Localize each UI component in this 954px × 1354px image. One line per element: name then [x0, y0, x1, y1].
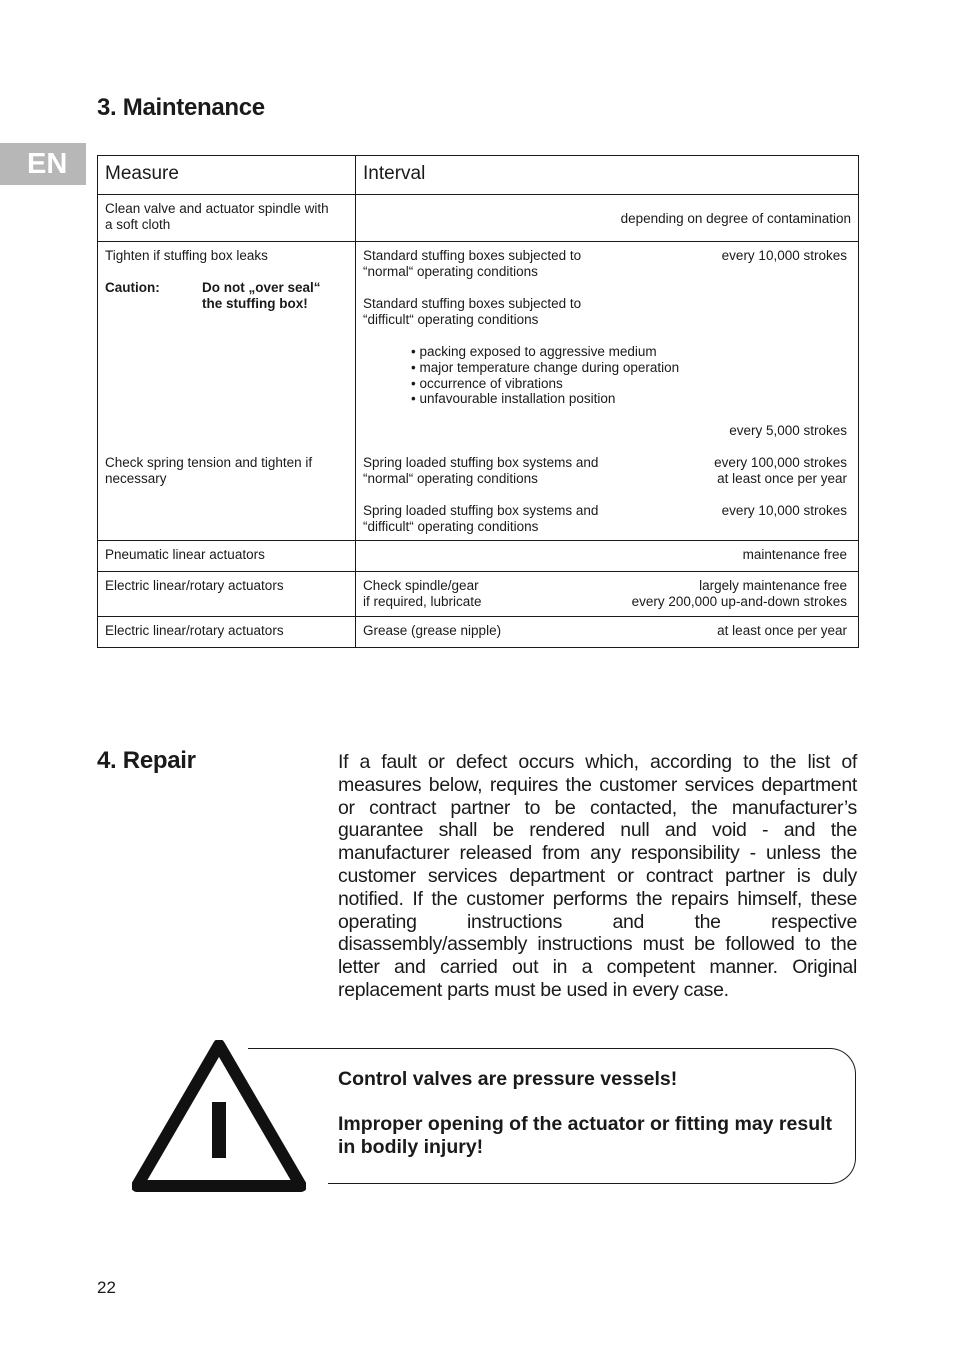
bullet-item: • occurrence of vibrations: [411, 376, 563, 391]
interval-value: maintenance free: [742, 547, 847, 562]
interval-text: Spring loaded stuffing box systems and: [363, 455, 599, 470]
interval-value: every 10,000 strokes: [721, 248, 847, 263]
bullet-item: • unfavourable installation position: [411, 391, 616, 406]
interval-column-header: Interval: [363, 163, 426, 184]
table-row: [98, 541, 859, 572]
measure-column-header: Measure: [105, 163, 179, 184]
interval-text: “difficult“ operating conditions: [363, 519, 539, 534]
page-number: 22: [97, 1278, 116, 1297]
interval-text: Grease (grease nipple): [363, 623, 502, 638]
warning-triangle-icon: [132, 1040, 306, 1192]
measure-text: necessary: [105, 471, 167, 486]
interval-value: every 200,000 up-and-down strokes: [631, 594, 847, 609]
measure-text: Pneumatic linear actuators: [105, 547, 265, 562]
interval-value: every 10,000 strokes: [721, 503, 847, 518]
measure-text: Check spring tension and tighten if: [105, 455, 313, 470]
interval-text: “difficult“ operating conditions: [363, 312, 539, 327]
measure-text: Tighten if stuffing box leaks: [105, 248, 268, 263]
repair-body-text: If a fault or defect occurs which, according to the list of measures below, requires the customer services department or contract partner to be contacted, the manufacturer’s guarantee shall be rendered null and void - and the manufacturer released from any responsibility - unless the customer services department or contract partner is duly notified. If the customer performs the repairs himself, these operating instructions and the respective disassembly/assembly instructions must be followed to the letter and carried out in a competent manner. Original replacement parts must be used in every case.: [338, 751, 857, 1001]
warning-text: [338, 1068, 838, 1181]
interval-text: if required, lubricate: [363, 594, 482, 609]
interval-value: at least once per year: [717, 471, 847, 486]
interval-text: Standard stuffing boxes subjected to: [363, 248, 582, 263]
table-row: [98, 572, 859, 617]
bullet-item: • major temperature change during operation: [411, 360, 680, 375]
interval-value: largely maintenance free: [699, 578, 847, 593]
interval-value: depending on degree of contamination: [620, 211, 851, 226]
bullet-item: • packing exposed to aggressive medium: [411, 344, 657, 359]
interval-value: every 100,000 strokes: [714, 455, 847, 470]
caution-text: the stuffing box!: [202, 296, 308, 311]
maintenance-heading: 3. Maintenance: [97, 94, 265, 121]
interval-text: Standard stuffing boxes subjected to: [363, 296, 582, 311]
language-tab: EN: [0, 143, 86, 185]
table-row: [98, 242, 859, 541]
interval-value: every 5,000 strokes: [729, 423, 847, 438]
interval-text: Spring loaded stuffing box systems and: [363, 503, 599, 518]
repair-heading: 4. Repair: [97, 747, 196, 774]
measure-text: a soft cloth: [105, 217, 171, 232]
caution-label: Caution:: [105, 280, 160, 295]
caution-text: Do not „over seal“: [202, 280, 321, 295]
maintenance-table: [97, 155, 859, 648]
measure-text: Electric linear/rotary actuators: [105, 623, 284, 638]
interval-text: “normal“ operating conditions: [363, 471, 538, 486]
measure-text: Clean valve and actuator spindle with: [105, 201, 329, 216]
table-header-row: [98, 156, 859, 195]
warning-line-pressure: Control valves are pressure vessels!: [338, 1068, 678, 1090]
interval-text: “normal“ operating conditions: [363, 264, 538, 279]
interval-text: Check spindle/gear: [363, 578, 479, 593]
table-row: [98, 617, 859, 648]
measure-text: Electric linear/rotary actuators: [105, 578, 284, 593]
warning-line-injury: Improper opening of the actuator or fitting may result in bodily injury!: [338, 1113, 833, 1158]
interval-value: at least once per year: [717, 623, 847, 638]
table-row: [98, 195, 859, 242]
